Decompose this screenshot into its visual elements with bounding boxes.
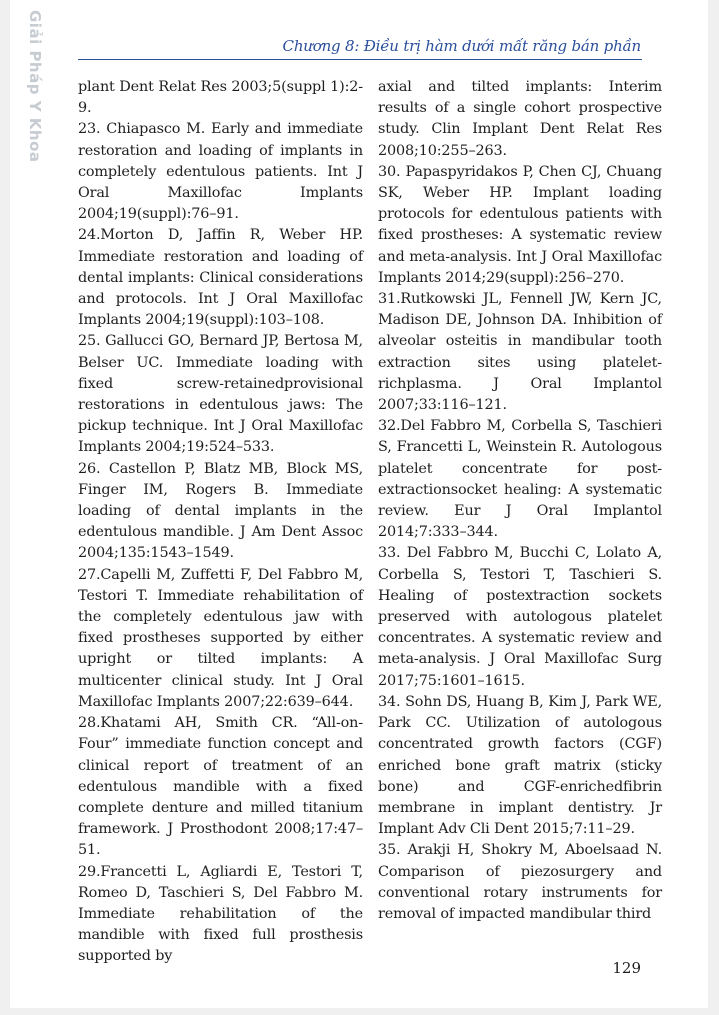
reference-entry: 34. Sohn DS, Huang B, Kim J, Park WE, Park CC. Utilization of autologous concentrated growth factors (CGF) enriched bone graft matrix (sticky bone) and CGF-enrichedfibrin membrane in implant dentistry. Jr Implant Adv Cli Dent 2015;7:11–29. bbox=[378, 693, 662, 838]
chapter-header: Chương 8: Điều trị hàm dưới mất răng bán phần bbox=[282, 37, 641, 55]
reference-entry: axial and tilted implants: Interim results of a single cohort prospective study. Clin Implant Dent Relat Res 2008;10:255–263. bbox=[378, 79, 662, 159]
reference-entry: 26. Castellon P, Blatz MB, Block MS, Finger IM, Rogers B. Immediate loading of dental implants in the edentulous mandible. J Am Dent Assoc 2004;135:1543–1549. bbox=[78, 460, 363, 562]
header-rule bbox=[78, 59, 642, 60]
reference-entry: 23. Chiapasco M. Early and immediate restoration and loading of implants in completely edentulous patients. Int J Oral Maxillofac Implants 2004;19(suppl):76–91. bbox=[78, 121, 363, 223]
right-column bbox=[378, 77, 662, 925]
side-watermark-brand: Giải Pháp Y Khoa bbox=[26, 10, 44, 163]
reference-entry: 35. Arakji H, Shokry M, Aboelsaad N. Comparison of piezosurgery and conventional rotary instruments for removal of impacted mandibular third bbox=[378, 842, 662, 922]
left-column bbox=[78, 77, 363, 968]
reference-entry: 27.Capelli M, Zuffetti F, Del Fabbro M, Testori T. Immediate rehabilitation of the completely edentulous jaw with fixed prostheses supported by either upright or tilted implants: A multicenter clinical study. Int J Oral Maxillofac Implants 2007;22:639–644. bbox=[78, 566, 363, 710]
reference-entry: 33. Del Fabbro M, Bucchi C, Lolato A, Corbella S, Testori T, Taschieri S. Healing of postextraction sockets preserved with autologous platelet concentrates. A systematic review and meta-analysis. J Oral Maxillofac Surg 2017;75:1601–1615. bbox=[378, 545, 662, 689]
reference-entry: 28.Khatami AH, Smith CR. “All-on-Four” immediate function concept and clinical report of treatment of an edentulous mandible with a fixed complete denture and milled titanium framework. J Prosthodont 2008;17:47–51. bbox=[78, 715, 363, 859]
reference-entry: 30. Papaspyridakos P, Chen CJ, Chuang SK, Weber HP. Implant loading protocols for edentulous patients with fixed prostheses: A systematic review and meta-analysis. Int J Oral Maxillofac Implants 2014;29(suppl):256–270. bbox=[378, 163, 662, 286]
reference-entry: 24.Morton D, Jaffin R, Weber HP. Immediate restoration and loading of dental implants: Clinical considerations and protocols. Int J Oral Maxillofac Implants 2004;19(suppl):103–108. bbox=[78, 227, 363, 329]
book-page bbox=[10, 0, 708, 1008]
reference-entry: 29.Francetti L, Agliardi E, Testori T, Romeo D, Taschieri S, Del Fabbro M. Immediate rehabilitation of the mandible with fixed full prosthesis supported by bbox=[78, 863, 363, 965]
reference-entry: plant Dent Relat Res 2003;5(suppl 1):2-9. bbox=[78, 79, 363, 117]
page-number: 129 bbox=[612, 959, 641, 977]
reference-entry: 25. Gallucci GO, Bernard JP, Bertosa M, Belser UC. Immediate loading with fixed screw-retainedprovisional restorations in edentulous jaws: The pickup technique. Int J Oral Maxillofac Implants 2004;19:524–533. bbox=[78, 333, 363, 456]
reference-entry: 32.Del Fabbro M, Corbella S, Taschieri S, Francetti L, Weinstein R. Autologous platelet concentrate for post-extractionsocket healing: A systematic review. Eur J Oral Implantol 2014;7:333–344. bbox=[378, 418, 662, 541]
reference-entry: 31.Rutkowski JL, Fennell JW, Kern JC, Madison DE, Johnson DA. Inhibition of alveolar osteitis in mandibular tooth extraction sites using platelet-richplasma. J Oral Implantol 2007;33:116–121. bbox=[378, 291, 662, 414]
